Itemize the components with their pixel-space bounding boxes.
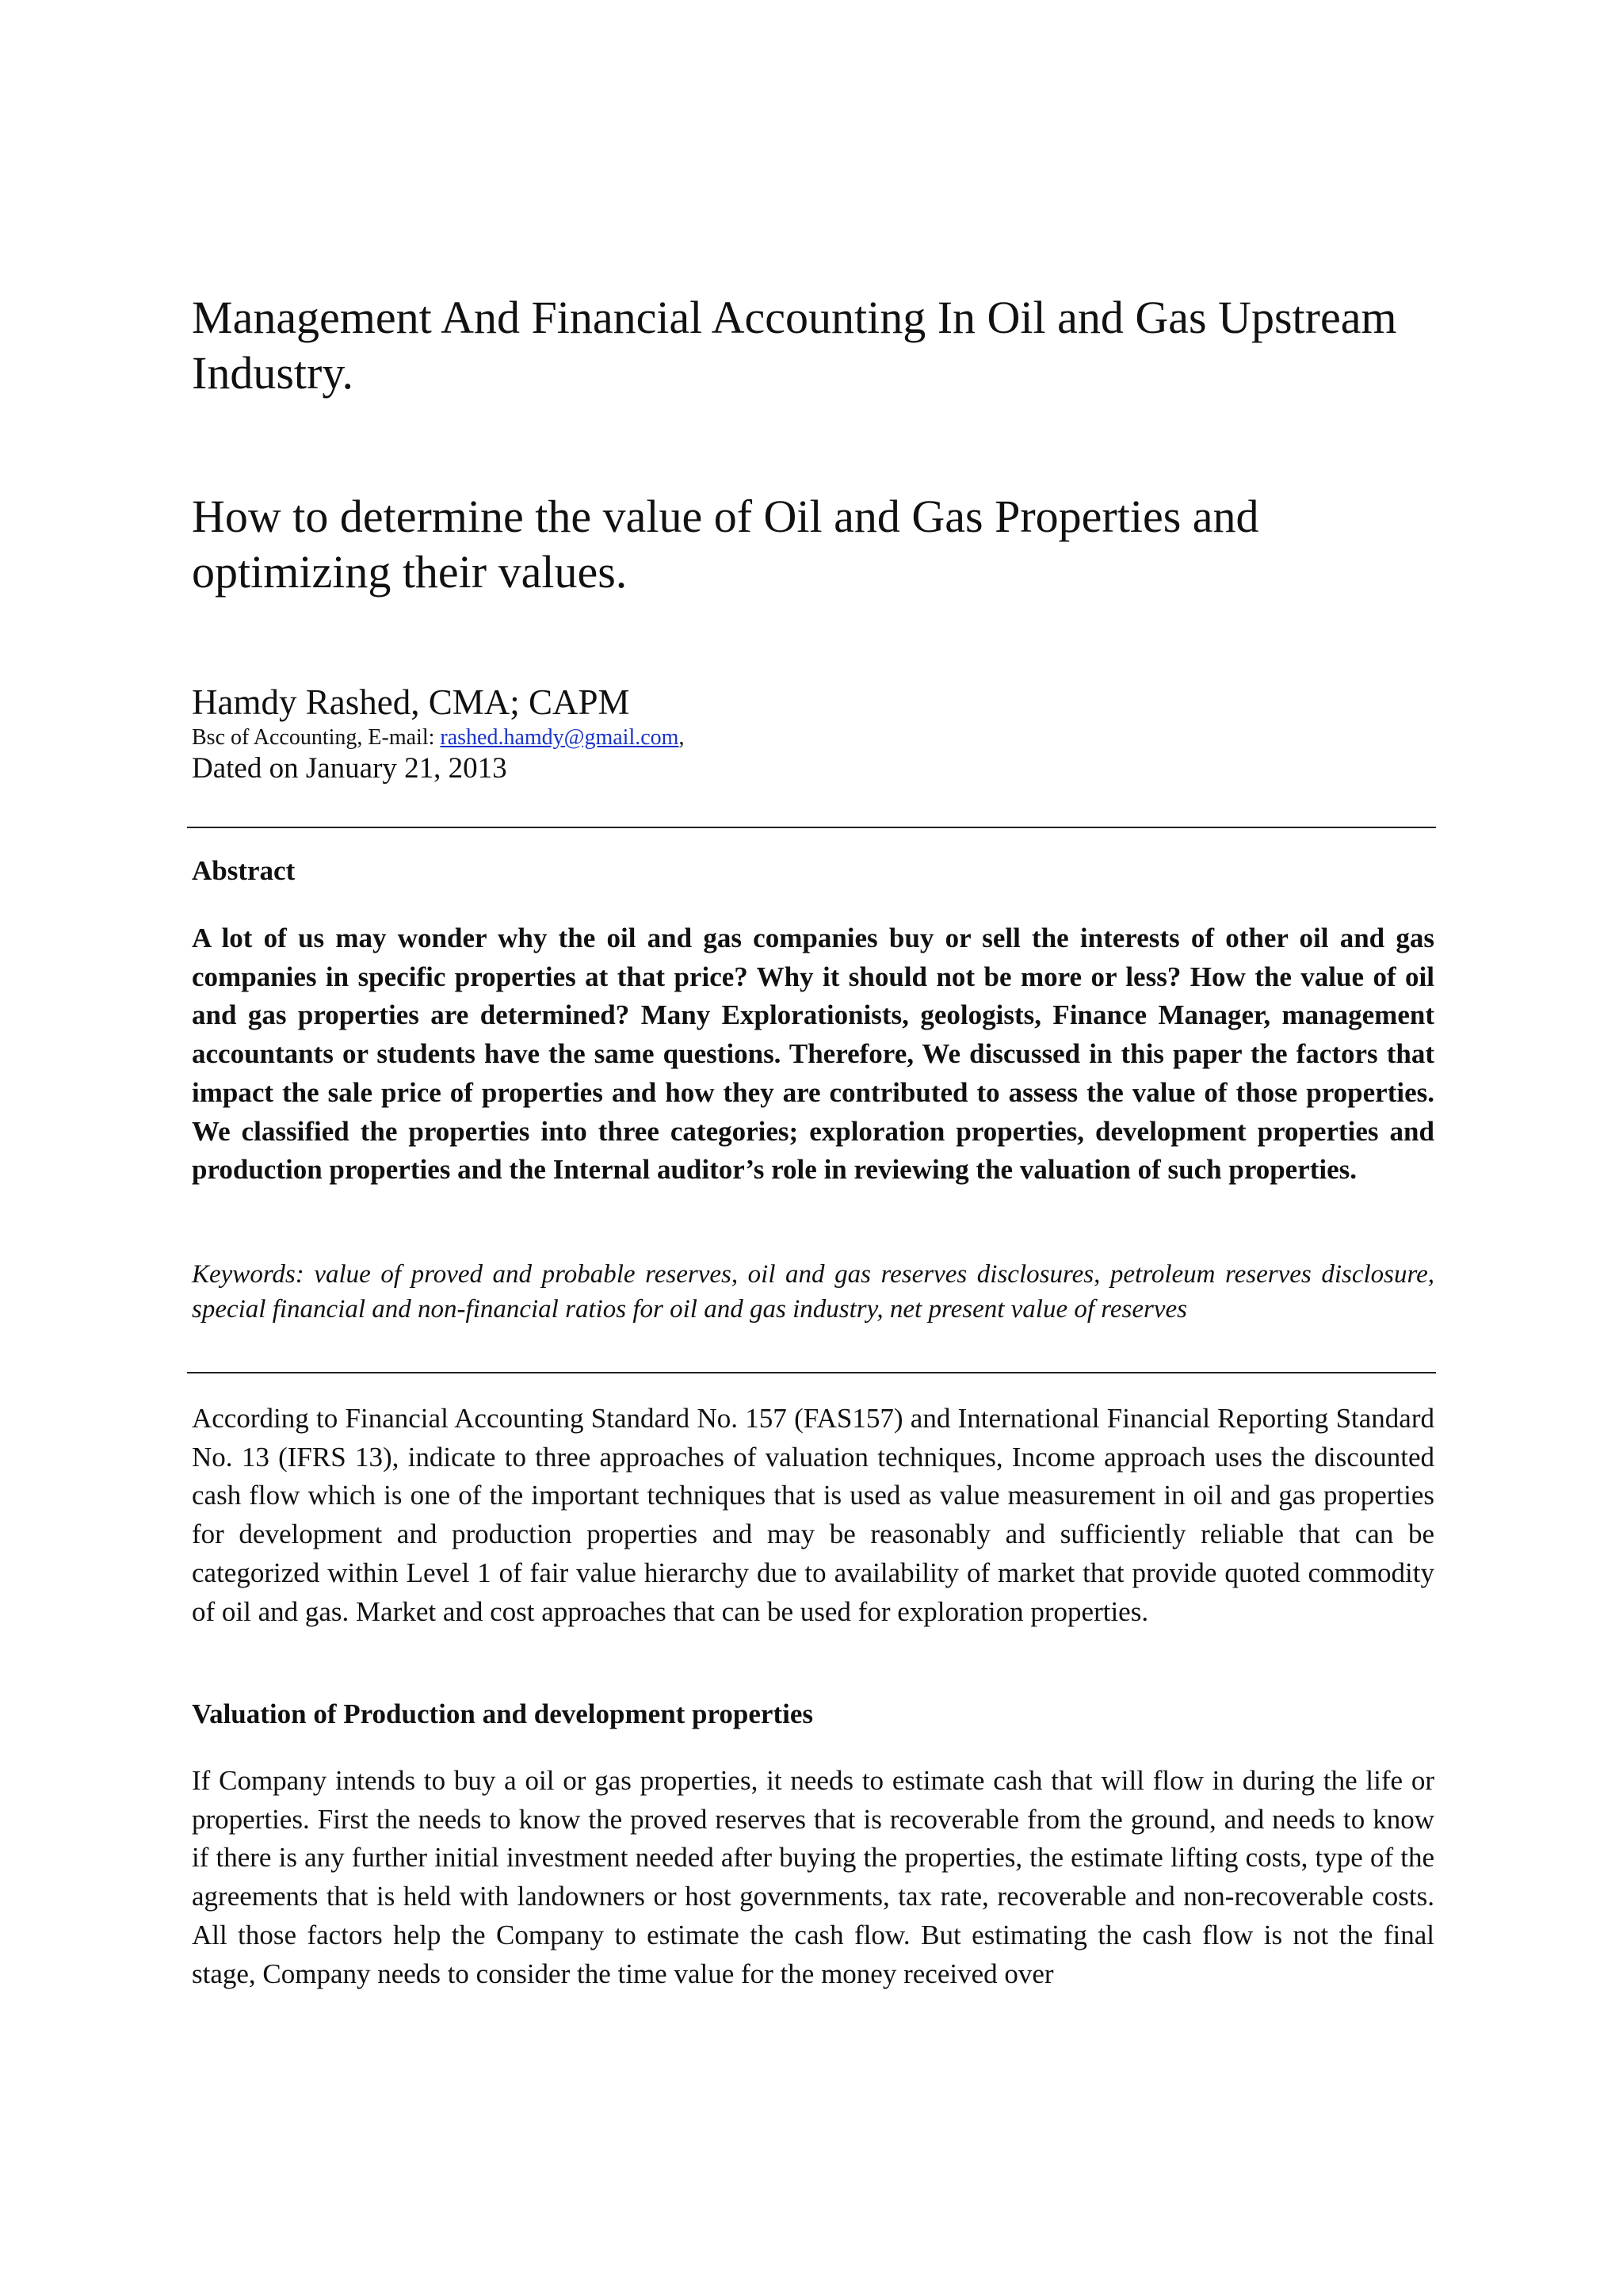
keywords: Keywords: value of proved and probable reserves, oil and gas reserves disclosures, petroleum reserves disclosure, special financial and non-financial ratios for oil and gas industry, net present value of reserves [192, 1260, 1434, 1324]
publication-date: Dated on January 21, 2013 [192, 752, 507, 785]
paper-title: Management And Financial Accounting In Oil and Gas Upstream Industry. [192, 292, 1397, 399]
abstract-top-rule [187, 827, 1436, 828]
valuation-section-heading: Valuation of Production and development properties [192, 1698, 813, 1729]
affiliation-text: Bsc of Accounting, E-mail: [192, 725, 441, 750]
abstract-bottom-rule [187, 1372, 1436, 1373]
paper-subtitle: How to determine the value of Oil and Gas Properties and optimizing their values. [192, 491, 1259, 598]
author-name: Hamdy Rashed, CMA; CAPM [192, 682, 630, 722]
abstract-heading: Abstract [192, 855, 296, 886]
intro-paragraph: According to Financial Accounting Standard No. 157 (FAS157) and International Financial Reporting Standard No. 13 (IFRS 13), indicate to three approaches of valuation techniques, Income approach uses the discounted cash flow which is one of the important techniques that is used as value measurement in oil and gas properties for development and production properties and may be reasonably and sufficiently reliable that can be categorized within Level 1 of fair value hierarchy due to availability of market that provide quoted commodity of oil and gas. Market and cost approaches that can be used for exploration properties. [192, 1403, 1434, 1627]
author-affiliation [192, 724, 1460, 751]
valuation-paragraph: If Company intends to buy a oil or gas properties, it needs to estimate cash that will flow in during the life or properties. First the needs to know the proved reserves that is recoverable from the ground, and needs to know if there is any further initial investment needed after buying the properties, the estimate lifting costs, type of the agreements that is held with landowners or host governments, tax rate, recoverable and non-recoverable costs. All those factors help the Company to estimate the cash flow. But estimating the cash flow is not the final stage, Company needs to consider the time value for the money received over [192, 1765, 1434, 1989]
abstract-body: A lot of us may wonder why the oil and gas companies buy or sell the interests of other oil and gas companies in specific properties at that price? Why it should not be more or less? How the value of oil and gas properties are determined? Many Explorationists, geologists, Finance Manager, management accountants or students have the same questions. Therefore, We discussed in this paper the factors that impact the sale price of properties and how they are contributed to assess the value of those properties. We classified the properties into three categories; exploration properties, development properties and production properties and the Internal auditor’s role in reviewing the valuation of such properties. [192, 923, 1434, 1186]
author-block [192, 682, 1460, 786]
affiliation-suffix: , [678, 725, 685, 750]
email-link[interactable]: rashed.hamdy@gmail.com [440, 725, 679, 750]
